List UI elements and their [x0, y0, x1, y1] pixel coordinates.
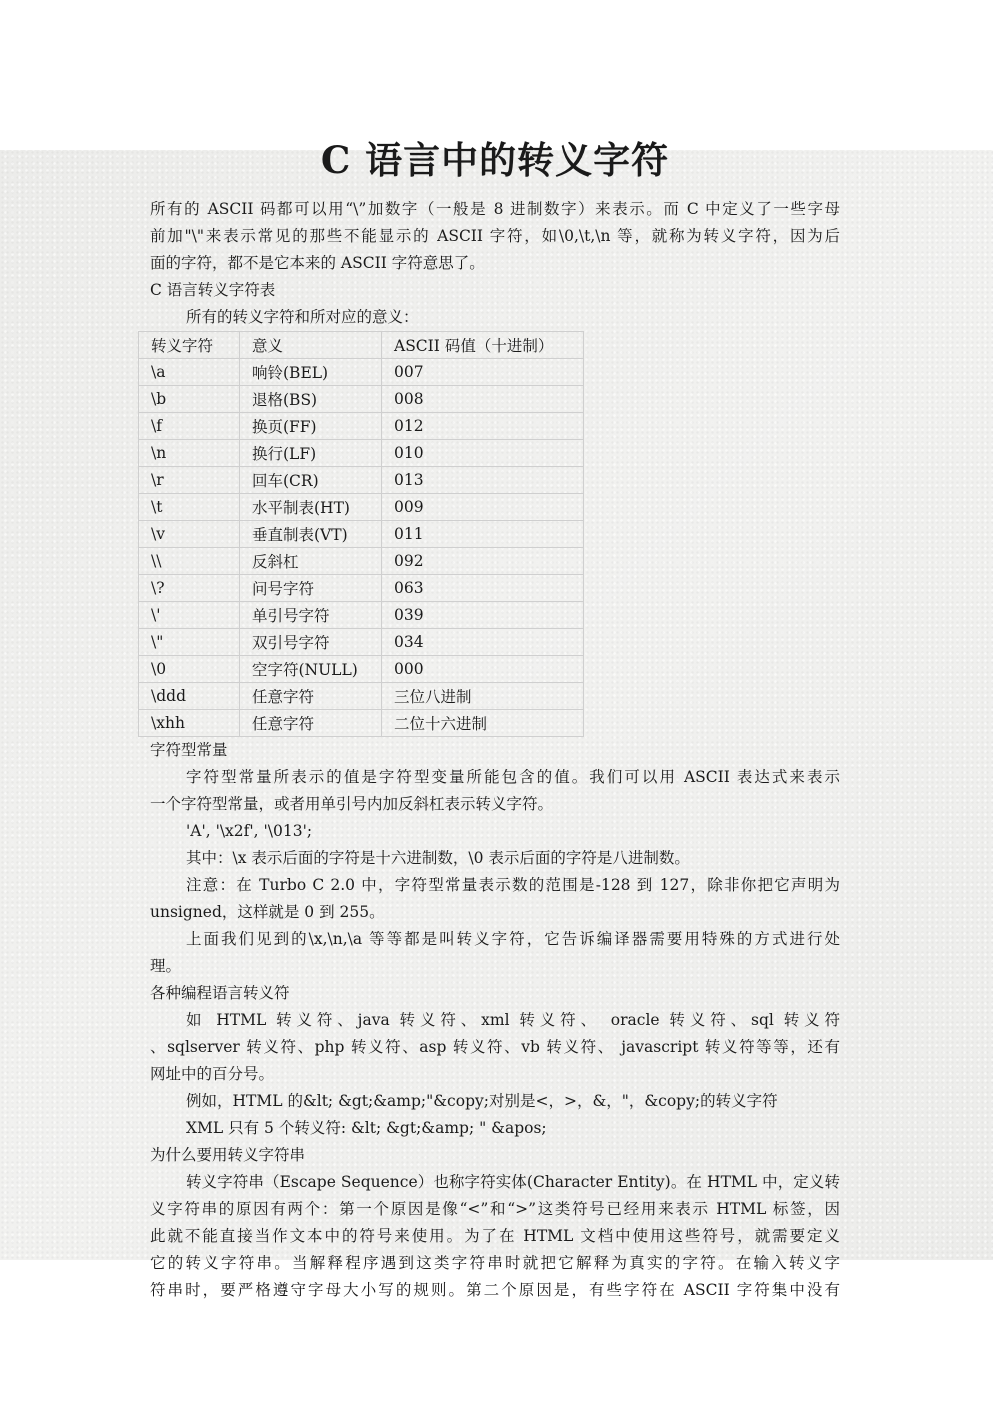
escape-sequence-cell: \v — [139, 521, 240, 548]
meaning-cell: 退格(BS) — [240, 386, 382, 413]
escape-sequence-cell: \b — [139, 386, 240, 413]
ascii-value-cell: 011 — [382, 521, 584, 548]
ascii-value-cell: 008 — [382, 386, 584, 413]
ascii-value-cell: 007 — [382, 359, 584, 386]
why-paragraph — [150, 1169, 840, 1304]
ascii-value-cell: 二位十六进制 — [382, 710, 584, 737]
text-line: unsigned，这样就是 0 到 255。 — [150, 903, 385, 921]
char-const-note-escape — [150, 926, 840, 980]
table-row — [139, 386, 584, 413]
ascii-value-cell: 039 — [382, 602, 584, 629]
meaning-cell: 反斜杠 — [240, 548, 382, 575]
escape-sequence-cell: \' — [139, 602, 240, 629]
table-row — [139, 548, 584, 575]
table-row — [139, 575, 584, 602]
escape-sequence-cell: \? — [139, 575, 240, 602]
escape-sequence-cell: \" — [139, 629, 240, 656]
text-line: 面的字符，都不是它本来的 ASCII 字符意思了。 — [150, 254, 485, 272]
text-line: 此就不能直接当作文本中的符号来使用。为了在 HTML 文档中使用这些符号，就需要定义 — [150, 1227, 840, 1245]
text-line: 网址中的百分号。 — [150, 1065, 275, 1083]
section-heading-why: 为什么要用转义字符串 — [150, 1146, 306, 1164]
document-title: C 语言中的转义字符 — [320, 138, 670, 182]
char-const-note-hex-octal: 其中：\x 表示后面的字符是十六进制数，\0 表示后面的字符是八进制数。 — [186, 849, 690, 867]
text-line: 所有的 ASCII 码都可以用“\”加数字（一般是 8 进制数字）来表示。而 C 中定义了一些字母 — [150, 200, 840, 218]
text-line: 、sqlserver 转义符、php 转义符、asp 转义符、vb 转义符、 javascript 转义符等等，还有 — [150, 1038, 840, 1056]
ascii-value-cell: 三位八进制 — [382, 683, 584, 710]
meaning-cell: 问号字符 — [240, 575, 382, 602]
meaning-cell: 换行(LF) — [240, 440, 382, 467]
meaning-cell: 换页(FF) — [240, 413, 382, 440]
table-row — [139, 467, 584, 494]
ascii-value-cell: 000 — [382, 656, 584, 683]
intro-paragraph — [150, 196, 840, 277]
text-line: 上面我们见到的\x,\n,\a 等等都是叫转义字符，它告诉编译器需要用特殊的方式进行处 — [186, 930, 840, 948]
escape-sequence-cell: \r — [139, 467, 240, 494]
meaning-cell: 响铃(BEL) — [240, 359, 382, 386]
section-heading-escape-table: C 语言转义字符表 — [150, 281, 276, 299]
text-line: 一个字符型常量，或者用单引号内加反斜杠表示转义字符。 — [150, 795, 554, 813]
text-line: 如 HTML 转义符、java 转义符、xml 转义符、 oracle 转义符、sql 转义符 — [186, 1011, 840, 1029]
escape-sequence-cell: \xhh — [139, 710, 240, 737]
ascii-value-cell: 013 — [382, 467, 584, 494]
meaning-cell: 回车(CR) — [240, 467, 382, 494]
escape-sequence-cell: \n — [139, 440, 240, 467]
text-line: 理。 — [150, 957, 182, 975]
ascii-value-cell: 092 — [382, 548, 584, 575]
languages-paragraph — [150, 1007, 840, 1088]
table-row — [139, 710, 584, 737]
table-row — [139, 629, 584, 656]
table-row — [139, 602, 584, 629]
table-header-cell: 转义字符 — [139, 332, 240, 359]
table-row — [139, 683, 584, 710]
table-row — [139, 656, 584, 683]
table-caption: 所有的转义字符和所对应的意义： — [186, 308, 419, 326]
xml-escape-example: XML 只有 5 个转义符: &lt; &gt;&amp; " &apos; — [186, 1119, 547, 1137]
text-line: 前加"\"来表示常见的那些不能显示的 ASCII 字符，如\0,\t,\n 等，就称为转义字符，因为后 — [150, 227, 840, 245]
table-row — [139, 521, 584, 548]
text-line: 转义字符串（Escape Sequence）也称字符实体(Character Entity)。在 HTML 中，定义转 — [186, 1173, 840, 1191]
escape-sequence-cell: \t — [139, 494, 240, 521]
char-const-note-range — [150, 872, 840, 926]
escape-sequence-cell: \\ — [139, 548, 240, 575]
ascii-value-cell: 010 — [382, 440, 584, 467]
text-line: 它的转义字符串。当解释程序遇到这类字符串时就把它解释为真实的字符。在输入转义字 — [150, 1254, 840, 1272]
escape-sequence-cell: \a — [139, 359, 240, 386]
document-body — [150, 132, 840, 1304]
char-const-paragraph — [150, 764, 840, 818]
meaning-cell: 垂直制表(VT) — [240, 521, 382, 548]
table-header-cell: ASCII 码值（十进制） — [382, 332, 584, 359]
ascii-value-cell: 063 — [382, 575, 584, 602]
table-row — [139, 413, 584, 440]
html-escape-example: 例如，HTML 的&lt; &gt;&amp;"&copy;对别是<，>，&，"，&copy;的转义字符 — [186, 1092, 778, 1110]
escape-sequence-cell: \0 — [139, 656, 240, 683]
table-header-row — [139, 332, 584, 359]
text-line: 义字符串的原因有两个：第一个原因是像“<”和“>”这类符号已经用来表示 HTML 标签，因 — [150, 1200, 840, 1218]
char-const-example: 'A', '\x2f', '\013'; — [186, 822, 313, 840]
text-line: 注意：在 Turbo C 2.0 中，字符型常量表示数的范围是-128 到 127，除非你把它声明为 — [186, 876, 840, 894]
table-row — [139, 440, 584, 467]
text-line: 字符型常量所表示的值是字符型变量所能包含的值。我们可以用 ASCII 表达式来表示 — [186, 768, 840, 786]
meaning-cell: 水平制表(HT) — [240, 494, 382, 521]
text-line: 符串时，要严格遵守字母大小写的规则。第二个原因是，有些字符在 ASCII 字符集中没有 — [150, 1281, 840, 1299]
escape-sequence-cell: \f — [139, 413, 240, 440]
table-header-cell: 意义 — [240, 332, 382, 359]
escape-sequence-cell: \ddd — [139, 683, 240, 710]
escape-char-table — [138, 331, 584, 737]
ascii-value-cell: 012 — [382, 413, 584, 440]
meaning-cell: 任意字符 — [240, 710, 382, 737]
ascii-value-cell: 009 — [382, 494, 584, 521]
meaning-cell: 任意字符 — [240, 683, 382, 710]
table-row — [139, 359, 584, 386]
table-row — [139, 494, 584, 521]
section-heading-char-const: 字符型常量 — [150, 741, 228, 759]
meaning-cell: 双引号字符 — [240, 629, 382, 656]
meaning-cell: 单引号字符 — [240, 602, 382, 629]
meaning-cell: 空字符(NULL) — [240, 656, 382, 683]
ascii-value-cell: 034 — [382, 629, 584, 656]
section-heading-languages: 各种编程语言转义符 — [150, 984, 290, 1002]
